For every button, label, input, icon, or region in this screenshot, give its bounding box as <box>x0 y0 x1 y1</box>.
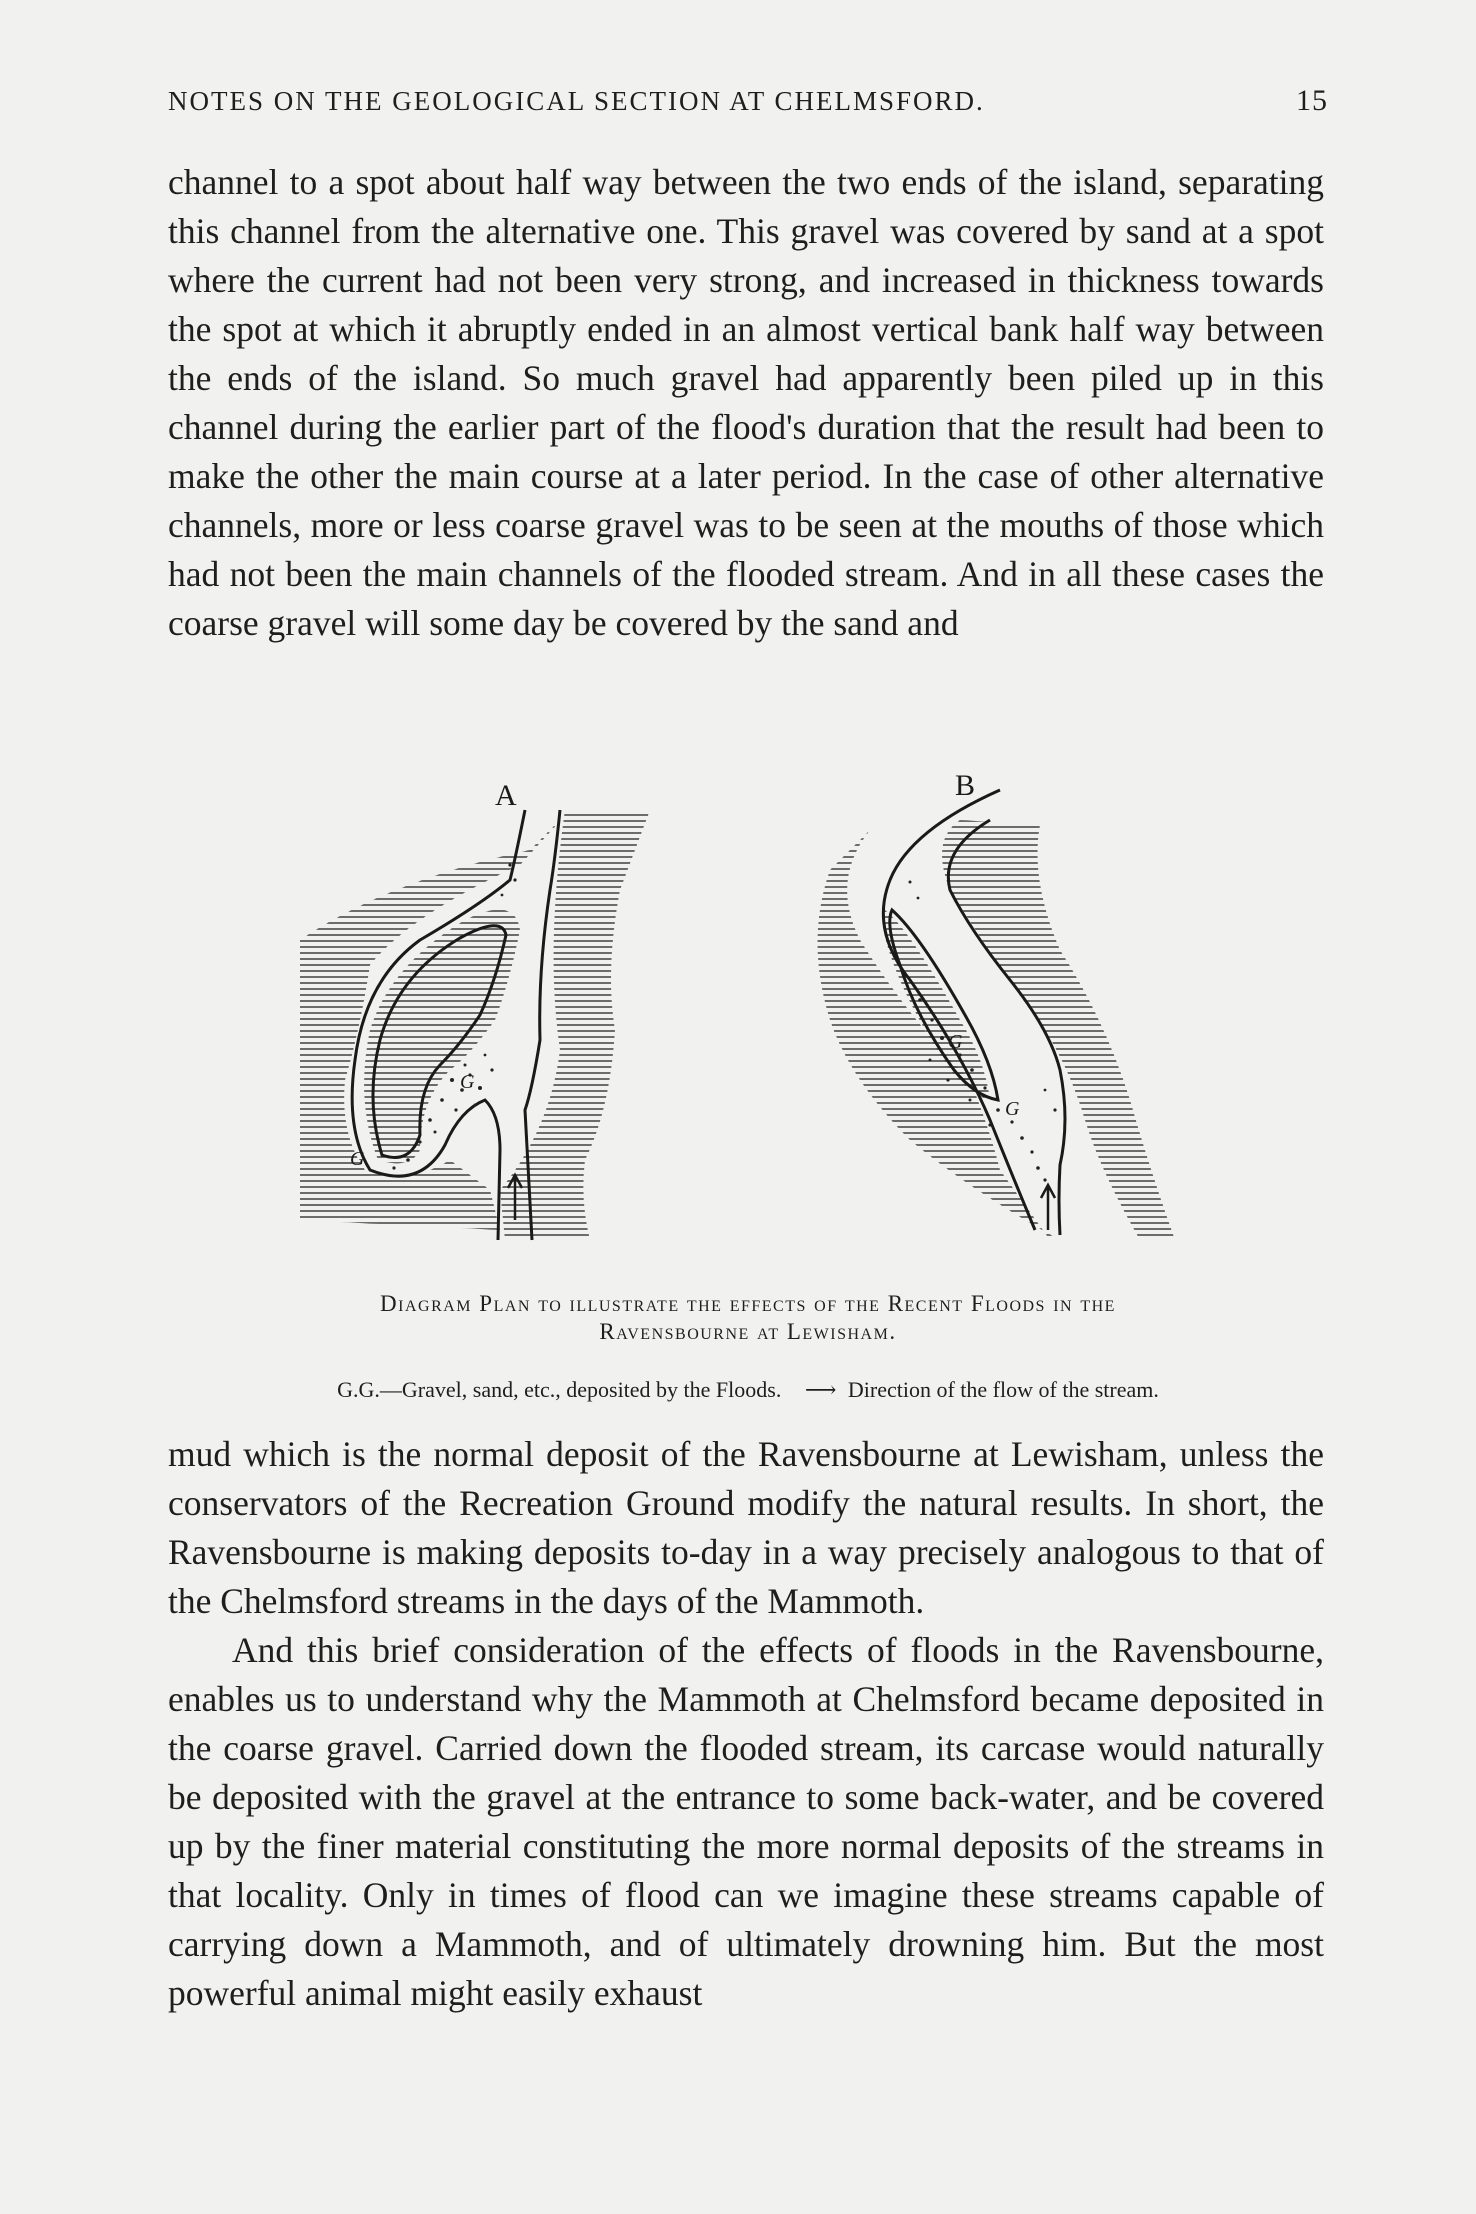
label-a: A <box>495 779 517 812</box>
text-block-top <box>168 158 1324 648</box>
text-block-bottom <box>168 1430 1324 2018</box>
caption-line-1: Diagram Plan to illustrate the effects of the Recent Floods in the <box>380 1291 1116 1316</box>
diagram-plan <box>270 770 1250 1270</box>
legend-gravel: G.G.—Gravel, sand, etc., deposited by the Floods. <box>337 1377 782 1402</box>
label-b: B <box>955 770 976 802</box>
diagram-b <box>818 770 1176 1240</box>
right-bank-hatching <box>500 810 650 1240</box>
paragraph: And this brief consideration of the effects of floods in the Ravensbourne, enables us to understand why the Mammoth at Chelmsford became deposited in the coarse gravel. Carried down the flooded stream, its carcase would naturally be deposited with the gravel at the entrance to some back-water, and be covered up by the finer material constituting the more normal deposits of the streams in that locality. Only in times of flood can we imagine these streams capable of carrying down a Mammoth, and of ultimately drowning him. But the most powerful animal might easily exhaust <box>168 1630 1324 2013</box>
label-g-b1: G <box>948 1031 963 1053</box>
running-head <box>168 84 1328 118</box>
running-head-title: NOTES ON THE GEOLOGICAL SECTION AT CHELMSFORD. <box>168 86 985 116</box>
figure-legend <box>168 1376 1328 1404</box>
paragraph: channel to a spot about half way between the two ends of the island, separating this channel from the alternative one. This gravel was covered by sand at a spot where the current had not been very strong, and increased in thickness towards the spot at which it abruptly ended in an almost vertical bank half way between the ends of the island. So much gravel had apparently been piled up in this channel during the earlier part of the flood's duration that the result had been to make the other the main course at a later period. In the case of other alternative channels, more or less coarse gravel was to be seen at the mouths of those which had not been the main channels of the flooded stream. And in all these cases the coarse gravel will some day be covered by the sand and <box>168 162 1324 643</box>
label-g-b2: G <box>1005 1098 1020 1120</box>
legend-direction: Direction of the flow of the stream. <box>847 1377 1159 1402</box>
paragraph: mud which is the normal deposit of the Ravensbourne at Lewisham, unless the conservators of the Recreation Ground modify the natural results. In short, the Ravensbourne is making deposits to-day in a way precisely analogous to that of the Chelmsford streams in the days of the Mammoth. <box>168 1434 1324 1621</box>
figure-caption <box>168 1290 1328 1346</box>
flow-arrow-b <box>1041 1185 1055 1230</box>
arrow-right-icon: ⟶ <box>804 1377 837 1402</box>
diagram-figure <box>270 770 1250 1270</box>
page-number: 15 <box>1296 84 1328 117</box>
label-g-a1: G <box>460 1071 475 1093</box>
diagram-a <box>300 779 650 1240</box>
caption-line-2: Ravensbourne at Lewisham. <box>599 1319 897 1344</box>
label-g-a2: G <box>350 1148 365 1170</box>
